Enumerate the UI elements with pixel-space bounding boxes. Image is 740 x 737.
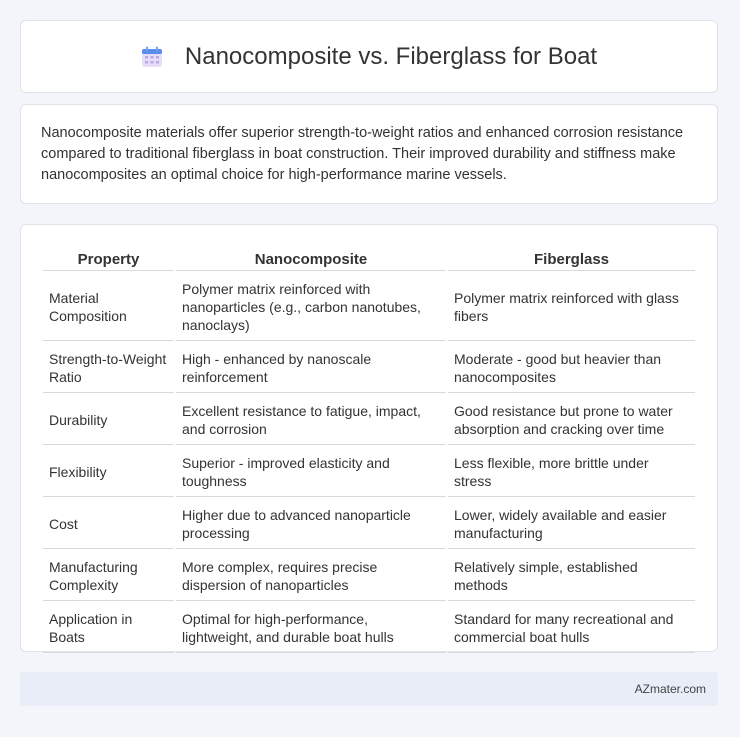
property-cell: Durability [43, 395, 174, 445]
fiberglass-cell: Polymer matrix reinforced with glass fibers [448, 273, 695, 341]
nanocomposite-cell: Optimal for high-performance, lightweight, and durable boat hulls [176, 603, 446, 653]
table-card [20, 224, 718, 652]
property-cell: Manufacturing Complexity [43, 551, 174, 601]
footer-brand: AZmater.com [634, 682, 706, 696]
property-cell: Application in Boats [43, 603, 174, 653]
nanocomposite-cell: Superior - improved elasticity and toughness [176, 447, 446, 497]
intro-card [20, 104, 718, 204]
property-cell: Cost [43, 499, 174, 549]
title-card [20, 20, 718, 93]
footer [20, 672, 718, 706]
table-row [43, 551, 695, 601]
fiberglass-cell: Moderate - good but heavier than nanocomposites [448, 343, 695, 393]
table-row [43, 273, 695, 341]
comparison-table [41, 245, 697, 655]
table-row [43, 499, 695, 549]
property-cell: Strength-to-Weight Ratio [43, 343, 174, 393]
property-cell: Material Composition [43, 273, 174, 341]
table-row [43, 447, 695, 497]
table-row [43, 603, 695, 653]
table-row [43, 343, 695, 393]
nanocomposite-cell: Excellent resistance to fatigue, impact, and corrosion [176, 395, 446, 445]
calendar-icon [141, 46, 163, 68]
fiberglass-cell: Standard for many recreational and commercial boat hulls [448, 603, 695, 653]
fiberglass-cell: Good resistance but prone to water absorption and cracking over time [448, 395, 695, 445]
fiberglass-cell: Less flexible, more brittle under stress [448, 447, 695, 497]
nanocomposite-cell: Polymer matrix reinforced with nanoparticles (e.g., carbon nanotubes, nanoclays) [176, 273, 446, 341]
intro-text: Nanocomposite materials offer superior strength-to-weight ratios and enhanced corrosion resistance compared to traditional fiberglass in boat construction. Their improved durability and stiffness make nanocomposites an optimal choice for high-performance marine vessels. [41, 125, 684, 183]
nanocomposite-cell: More complex, requires precise dispersion of nanoparticles [176, 551, 446, 601]
fiberglass-cell: Lower, widely available and easier manufacturing [448, 499, 695, 549]
fiberglass-cell: Relatively simple, established methods [448, 551, 695, 601]
nanocomposite-cell: Higher due to advanced nanoparticle processing [176, 499, 446, 549]
page-title: Nanocomposite vs. Fiberglass for Boat [184, 42, 598, 70]
property-cell: Flexibility [43, 447, 174, 497]
table-header-row [43, 247, 695, 271]
column-header-fiberglass: Fiberglass [448, 247, 695, 271]
table-row [43, 395, 695, 445]
column-header-nanocomposite: Nanocomposite [176, 247, 446, 271]
nanocomposite-cell: High - enhanced by nanoscale reinforcement [176, 343, 446, 393]
column-header-property: Property [43, 247, 174, 271]
